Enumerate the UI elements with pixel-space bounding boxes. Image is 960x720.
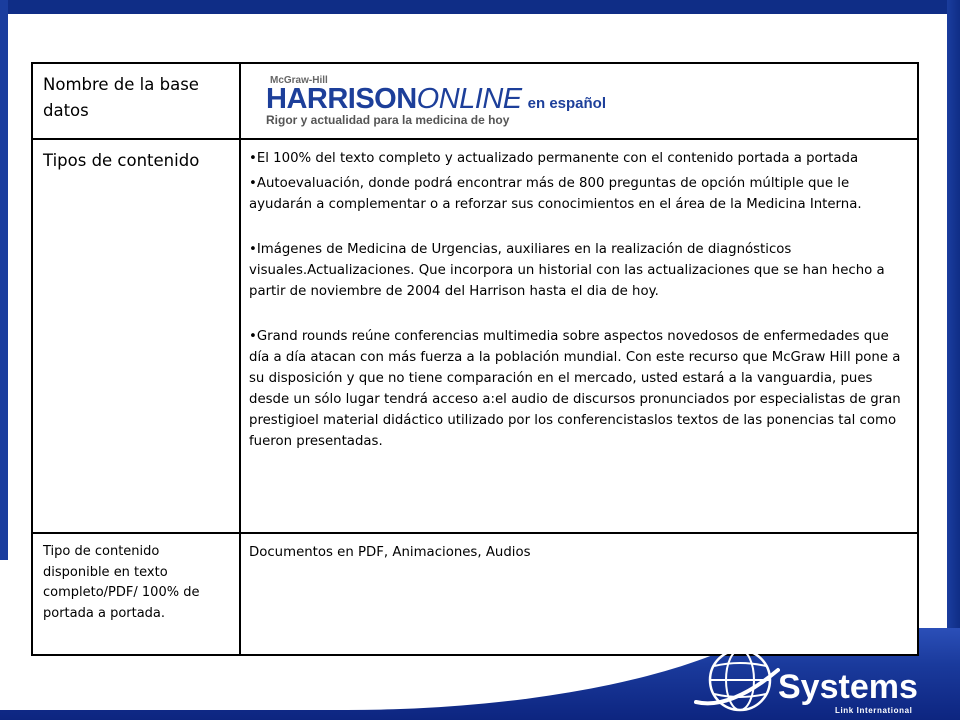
label-database-name: Nombre de la base datos [32, 63, 240, 139]
brand-name: Systems [778, 668, 918, 706]
table-row-content-types [32, 139, 918, 533]
table-row-content-available [32, 533, 918, 655]
logo-language: en español [527, 95, 607, 112]
bullet-glyph: • [249, 176, 257, 191]
systems-brand-logo [690, 640, 940, 715]
logo-tagline: Rigor y actualidad para la medicina de hoy [266, 113, 510, 127]
brand-subtitle: Link International [835, 706, 913, 715]
harrison-online-logo [266, 75, 606, 130]
logo-publisher: McGraw-Hill [270, 75, 328, 86]
bullet-glyph: • [249, 151, 257, 166]
frame-right-bar [947, 0, 960, 720]
label-content-available: Tipo de contenido disponible en texto completo/PDF/ 100% de portada a portada. [32, 533, 240, 655]
label-content-types: Tipos de contenido [32, 139, 240, 533]
logo-name-italic: ONLINE [416, 83, 522, 115]
database-info-table [31, 62, 919, 656]
logo-cell [240, 63, 918, 139]
content-bullet: •El 100% del texto completo y actualizado permanente con el contenido portada a portada [249, 151, 859, 166]
frame-top-bar [0, 0, 960, 14]
globe-icon [690, 640, 780, 720]
table-row-database-name [32, 63, 918, 139]
content-types-cell [240, 139, 918, 533]
bullet-glyph: • [249, 329, 257, 344]
content-available-value: Documentos en PDF, Animaciones, Audios [240, 533, 918, 655]
logo-name-bold: HARRISON [266, 83, 417, 115]
content-bullet: •Imágenes de Medicina de Urgencias, auxiliares en la realización de diagnósticos visuales.Actualizaciones. Que incorpora un historial con las actualizaciones que se han hecho a partir de noviembre de 2004 del Harrison hasta el dia de hoy. [249, 242, 885, 299]
bullet-glyph: • [249, 242, 257, 257]
content-bullet: •Grand rounds reúne conferencias multimedia sobre aspectos novedosos de enfermedades que día a día atacan con más fuerza a la población mundial. Con este recurso que McGraw Hill pone a su disposición y que no tiene comparación en el mercado, usted estará a la vanguardia, pues desde un sólo lugar tendrá acceso a:el audio de discursos pronunciados por especialistas de gran prestigioel material didáctico utilizado por los conferencistaslos textos de las ponencias tal como fueron presentadas. [249, 329, 901, 449]
content-bullet: •Autoevaluación, donde podrá encontrar más de 800 preguntas de opción múltiple que le ayudarán a complementar o a reforzar sus conocimientos en el área de la Medicina Interna. [249, 176, 862, 212]
